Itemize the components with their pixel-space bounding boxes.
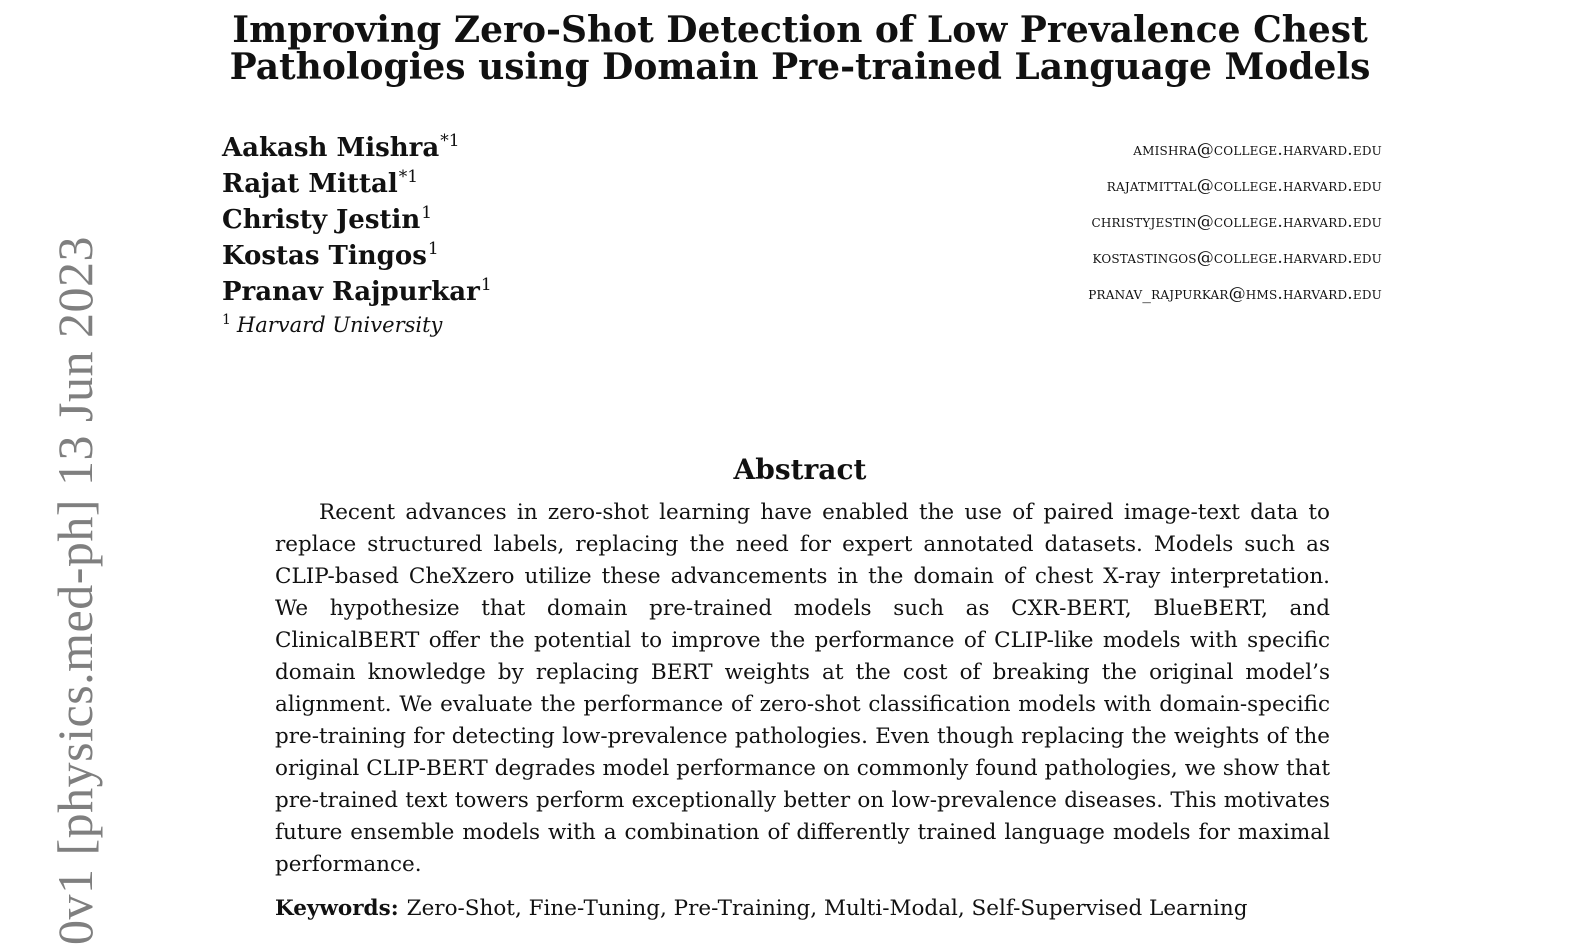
affiliation	[222, 313, 442, 337]
author-email[interactable]: pranav_rajpurkar@hms.harvard.edu	[1088, 284, 1382, 304]
author-affiliation-mark: 1	[427, 239, 439, 259]
author-email[interactable]: amishra@college.harvard.edu	[1133, 140, 1382, 160]
affiliation-name: Harvard University	[236, 313, 443, 337]
keywords-text: Zero-Shot, Fine-Tuning, Pre-Training, Multi-Modal, Self-Supervised Learning	[406, 896, 1248, 921]
abstract-heading: Abstract	[733, 453, 867, 486]
paper-title	[200, 9, 1400, 88]
affiliation-mark: 1	[222, 312, 231, 328]
author-email[interactable]: christyjestin@college.harvard.edu	[1091, 212, 1382, 232]
author-affiliation-mark: 1	[421, 203, 433, 223]
abstract-text: Recent advances in zero-shot learning have enabled the use of paired image-text data to replace structured labels, replacing the need for expert annotated datasets. Models such as CLIP-based CheXzero utilize these advancements in the domain of chest X-ray interpretation. We hypothesize that domain pre-trained models such as CXR-BERT, BlueBERT, and ClinicalBERT offer the potential to improve the performance of CLIP-like models with specific domain knowledge by replacing BERT weights at the cost of breaking the original model’s alignment. We evaluate the performance of zero-shot classification models with domain-specific pre-training for detecting low-prevalence pathologies. Even though replacing the weights of the original CLIP-BERT degrades model performance on commonly found pathologies, we show that pre-trained text towers perform exceptionally better on low-prevalence diseases. This motivates future ensemble models with a combination of differently trained language models for maximal performance.	[275, 500, 1330, 877]
author-row	[222, 238, 1382, 274]
author-affiliation-mark: *1	[440, 131, 460, 151]
author-row	[222, 166, 1382, 202]
keywords	[275, 893, 1335, 925]
arxiv-identifier-stamp: 0v1 [physics.med-ph] 13 Jun 2023	[47, 236, 103, 945]
author-row	[222, 130, 1382, 166]
author-affiliation-mark: 1	[480, 275, 492, 295]
author-name: Kostas Tingos$^1$	[222, 239, 439, 271]
author-email[interactable]: rajatmittal@college.harvard.edu	[1106, 176, 1382, 196]
author-name: Christy Jestin$^1$	[222, 203, 433, 235]
author-name: Rajat Mittal$^{*1}$	[222, 167, 419, 199]
paper-title-line-1: Improving Zero-Shot Detection of Low Prevalence Chest	[232, 9, 1368, 51]
keywords-label: Keywords:	[275, 896, 399, 921]
paper-title-line-2: Pathologies using Domain Pre-trained Language Models	[229, 46, 1371, 88]
author-list	[222, 130, 1382, 310]
author-row	[222, 202, 1382, 238]
author-row	[222, 274, 1382, 310]
author-affiliation-mark: *1	[398, 167, 419, 187]
author-name: Pranav Rajpurkar$^1$	[222, 275, 492, 307]
author-email[interactable]: kostastingos@college.harvard.edu	[1092, 248, 1382, 268]
author-name: Aakash Mishra$^{*1}$	[222, 131, 460, 163]
